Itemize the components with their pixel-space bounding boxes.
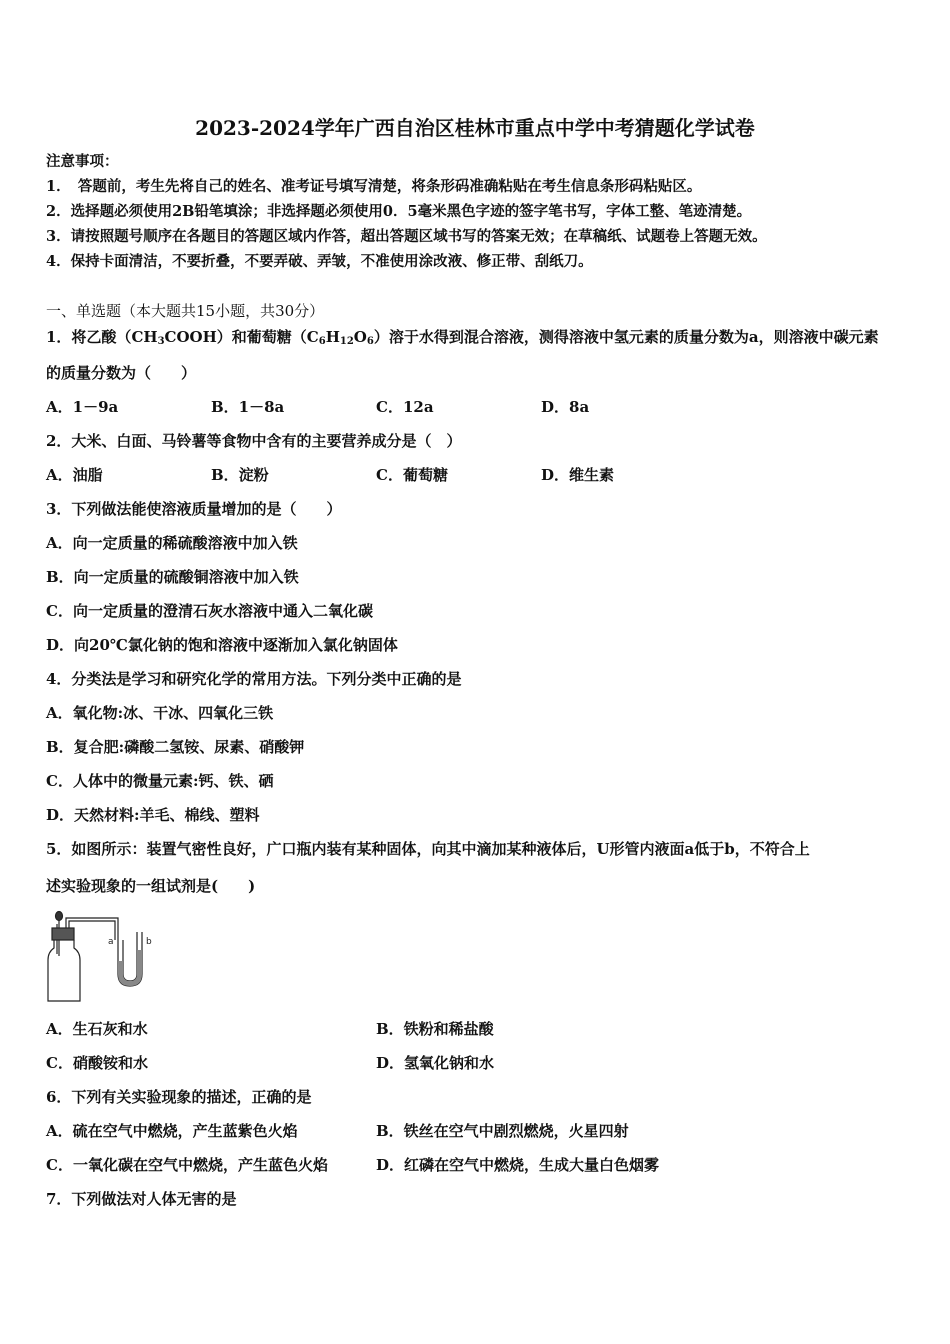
- q2-option-b[interactable]: B．淀粉: [211, 466, 269, 484]
- notice-item-2: 2．选择题必须使用2B铅笔填涂；非选择题必须使用0．5毫米黑色字迹的签字笔书写，字体工整、笔迹清楚。: [46, 203, 752, 220]
- q1-option-a[interactable]: A．1－9a: [46, 398, 119, 416]
- page-title: 2023-2024学年广西自治区桂林市重点中学中考猜题化学试卷: [195, 116, 755, 140]
- question-1-line-2: 的质量分数为（ ）: [46, 364, 197, 382]
- q4-option-b[interactable]: B．复合肥:磷酸二氢铵、尿素、硝酸钾: [46, 738, 305, 756]
- notice-item-3: 3．请按照题号顺序在各题目的答题区域内作答，超出答题区域书写的答案无效；在草稿纸、试题卷上答题无效。: [46, 228, 767, 245]
- q2-option-a[interactable]: A．油脂: [46, 466, 103, 484]
- question-6-stem: 6．下列有关实验现象的描述，正确的是: [46, 1088, 312, 1106]
- dropper-bulb: [56, 912, 63, 921]
- q2-option-c[interactable]: C．葡萄糖: [376, 466, 448, 484]
- q4-option-a[interactable]: A．氧化物:冰、干冰、四氧化三铁: [46, 704, 274, 722]
- label-a: a: [108, 937, 114, 947]
- stopper: [52, 928, 74, 940]
- q5-option-d[interactable]: D．氢氧化钠和水: [376, 1054, 495, 1072]
- q3-option-d[interactable]: D．向20℃氯化钠的饱和溶液中逐渐加入氯化钠固体: [46, 636, 398, 654]
- notice-heading: 注意事项：: [46, 153, 119, 170]
- q6-option-d[interactable]: D．红磷在空气中燃烧，生成大量白色烟雾: [376, 1156, 660, 1174]
- q1-option-d[interactable]: D．8a: [541, 398, 590, 416]
- q6-option-c[interactable]: C．一氧化碳在空气中燃烧，产生蓝色火焰: [46, 1156, 328, 1174]
- q4-option-d[interactable]: D．天然材料:羊毛、棉线、塑料: [46, 806, 260, 824]
- question-1-line-1: 1．将乙酸$(CH_3COOH)$和葡萄糖$(C_6H_{12}O_6)$溶于水得到混合溶液，测得溶液中氢元素的质量分数为a，则溶液中碳元素: [46, 328, 879, 347]
- question-4-stem: 4．分类法是学习和研究化学的常用方法。下列分类中正确的是: [46, 670, 462, 688]
- question-7-stem: 7．下列做法对人体无害的是: [46, 1190, 237, 1208]
- notice-item-4: 4．保持卡面清洁，不要折叠，不要弄破、弄皱，不准使用涂改液、修正带、刮纸刀。: [46, 253, 593, 270]
- q6-option-b[interactable]: B．铁丝在空气中剧烈燃烧，火星四射: [376, 1122, 629, 1140]
- section-heading: 一、单选题（本大题共15小题，共30分）: [46, 302, 325, 320]
- q6-option-a[interactable]: A．硫在空气中燃烧，产生蓝紫色火焰: [46, 1122, 298, 1140]
- question-5-line-1: 5．如图所示：装置气密性良好，广口瓶内装有某种固体，向其中滴加某种液体后，U形管内液面a低于b，不符合上: [46, 840, 810, 858]
- q3-option-b[interactable]: B．向一定质量的硫酸铜溶液中加入铁: [46, 568, 299, 586]
- q3-option-c[interactable]: C．向一定质量的澄清石灰水溶液中通入二氧化碳: [46, 602, 373, 620]
- q5-option-c[interactable]: C．硝酸铵和水: [46, 1054, 148, 1072]
- q1-option-c[interactable]: C．12a: [376, 398, 434, 416]
- q1-option-b[interactable]: B．1－8a: [211, 398, 285, 416]
- label-b: b: [146, 937, 152, 947]
- q2-option-d[interactable]: D．维生素: [541, 466, 615, 484]
- bottle: [48, 940, 80, 1001]
- q5-option-a[interactable]: A．生石灰和水: [46, 1020, 148, 1038]
- q4-option-c[interactable]: C．人体中的微量元素:钙、铁、硒: [46, 772, 274, 790]
- notice-item-1: 1． 答题前，考生先将自己的姓名、准考证号填写清楚，将条形码准确粘贴在考生信息条形码粘贴区。: [46, 178, 702, 195]
- question-5-line-2: 述实验现象的一组试剂是( ): [46, 877, 256, 895]
- q5-option-b[interactable]: B．铁粉和稀盐酸: [376, 1020, 494, 1038]
- q3-option-a[interactable]: A．向一定质量的稀硫酸溶液中加入铁: [46, 534, 298, 552]
- question-2-stem: 2．大米、白面、马铃薯等食物中含有的主要营养成分是（ ）: [46, 432, 462, 450]
- apparatus-diagram: [44, 906, 174, 1006]
- question-3-stem: 3．下列做法能使溶液质量增加的是（ ）: [46, 500, 342, 518]
